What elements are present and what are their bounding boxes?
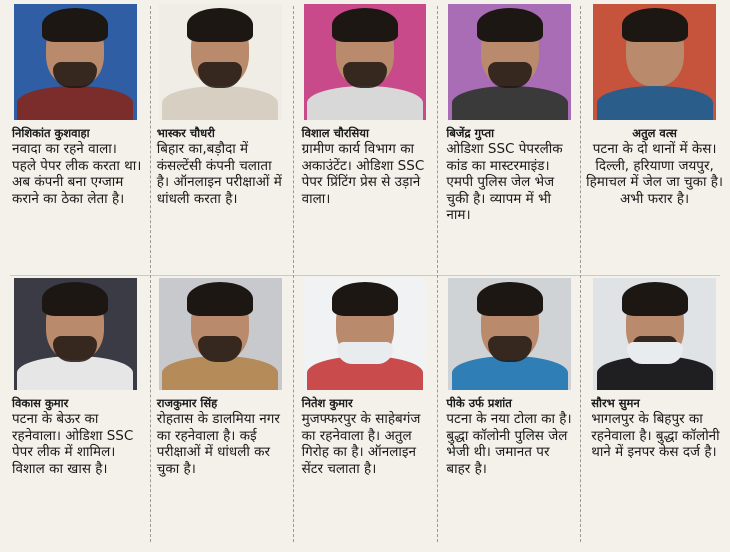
person-name: नितेश कुमार bbox=[301, 396, 353, 410]
column-divider bbox=[437, 6, 438, 542]
row-divider bbox=[10, 275, 720, 276]
column-divider bbox=[293, 6, 294, 542]
person-card bbox=[296, 4, 435, 278]
portrait-shoulders bbox=[452, 86, 568, 120]
person-name: निशिकांत कुशवाहा bbox=[12, 126, 90, 140]
portrait-beard bbox=[488, 62, 532, 88]
portrait-beard bbox=[53, 62, 97, 88]
portrait-hair bbox=[187, 282, 253, 316]
person-description: पटना के नया टोला का है। बुद्धा कॉलोनी पुलिस जेल भेजी थी। जमानत पर बाहर है। bbox=[446, 411, 572, 477]
column-divider bbox=[150, 6, 151, 542]
person-card bbox=[440, 278, 579, 552]
portrait-photo bbox=[304, 278, 427, 390]
portrait-hair bbox=[477, 8, 543, 42]
portrait-photo bbox=[14, 278, 137, 390]
portrait-hair bbox=[42, 282, 108, 316]
person-description: ओडिशा SSC पेपरलीक कांड का मास्टरमाइंड। एमपी पुलिस जेल भेज चुकी है। व्यापम में भी नाम। bbox=[446, 141, 563, 223]
portrait-beard bbox=[343, 62, 387, 88]
person-description: भागलपुर के बिहपुर का रहनेवाला है। बुद्धा कॉलोनी थाने में इनपर केस दर्ज है। bbox=[591, 411, 720, 460]
portrait-photo bbox=[448, 4, 571, 120]
portrait-photo bbox=[593, 278, 716, 390]
portrait-beard bbox=[488, 336, 532, 362]
person-name: विकास कुमार bbox=[12, 396, 69, 410]
portrait-hair bbox=[332, 282, 398, 316]
person-card bbox=[151, 4, 290, 278]
person-name: अतुल वत्स bbox=[632, 126, 677, 140]
portrait-photo bbox=[448, 278, 571, 390]
portrait-photo bbox=[304, 4, 427, 120]
portrait-photo bbox=[159, 4, 282, 120]
portrait-shoulders bbox=[17, 86, 133, 120]
person-description: मुजफ्फरपुर के साहेबगंज का रहनेवाला है। अतुल गिरोह का है। ऑनलाइन सेंटर चलाता है। bbox=[301, 411, 421, 477]
portrait-face-mask bbox=[627, 342, 683, 364]
person-description: पटना के दो थानों में केस। दिल्ली, हरियाणा जयपुर, हिमाचल में जेल जा चुका है। अभी फरार है। bbox=[586, 141, 724, 207]
portrait-hair bbox=[622, 8, 688, 42]
person-card bbox=[6, 4, 145, 278]
person-card bbox=[440, 4, 579, 278]
portrait-hair bbox=[42, 8, 108, 42]
portrait-face-mask bbox=[337, 342, 393, 364]
portrait-photo bbox=[14, 4, 137, 120]
column-divider bbox=[580, 6, 581, 542]
portrait-shoulders bbox=[162, 86, 278, 120]
person-card bbox=[151, 278, 290, 552]
person-card bbox=[6, 278, 145, 552]
portrait-hair bbox=[477, 282, 543, 316]
person-description: पटना के बेऊर का रहनेवाला। ओडिशा SSC पेपर लीक में शामिल। विशाल का खास है। bbox=[12, 411, 134, 477]
portrait-shoulders bbox=[597, 86, 713, 120]
person-name: विशाल चौरसिया bbox=[301, 126, 369, 140]
person-name: सौरभ सुमन bbox=[591, 396, 640, 410]
person-name: पीके उर्फ प्रशांत bbox=[446, 396, 512, 410]
portrait-hair bbox=[187, 8, 253, 42]
portrait-hair bbox=[332, 8, 398, 42]
person-card bbox=[296, 278, 435, 552]
person-name: भास्कर चौधरी bbox=[156, 126, 215, 140]
person-description: बिहार का,बड़ौदा में कंसल्टेंसी कंपनी चलाता है। ऑनलाइन परीक्षाओं में धांधली करता है। bbox=[156, 141, 282, 207]
portrait-photo bbox=[159, 278, 282, 390]
portrait-beard bbox=[198, 62, 242, 88]
person-name: राजकुमार सिंह bbox=[156, 396, 218, 410]
person-card bbox=[585, 4, 724, 278]
person-name: बिजेंद्र गुप्ता bbox=[446, 126, 495, 140]
person-description: ग्रामीण कार्य विभाग का अकाउंटेंट। ओडिशा SSC पेपर प्रिंटिंग प्रेस से उड़ाने वाला। bbox=[301, 141, 425, 207]
portrait-photo bbox=[593, 4, 716, 120]
portrait-shoulders bbox=[307, 86, 423, 120]
person-card bbox=[585, 278, 724, 552]
portrait-hair bbox=[622, 282, 688, 316]
person-description: नवादा का रहने वाला। पहले पेपर लीक करता था। अब कंपनी बना एग्जाम कराने का ठेका लेता है। bbox=[12, 141, 142, 207]
person-description: रोहतास के डालमिया नगर का रहनेवाला है। कई परीक्षाओं में धांधली कर चुका है। bbox=[156, 411, 280, 477]
